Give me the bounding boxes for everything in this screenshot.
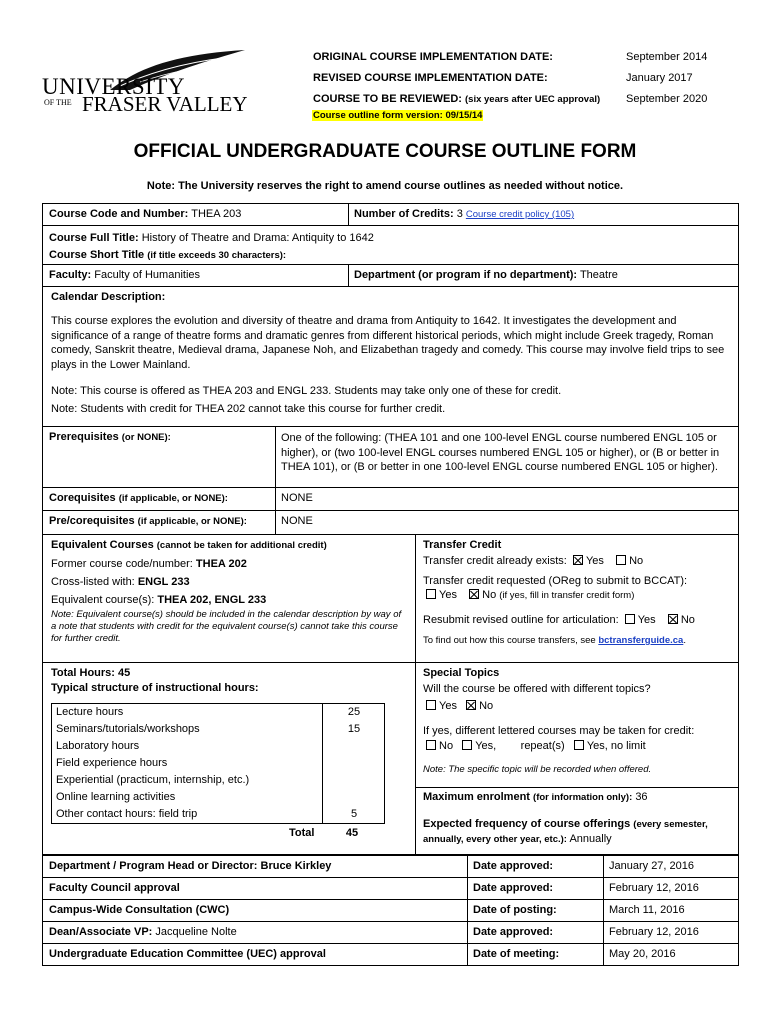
- resubmit-no-checkbox[interactable]: [668, 614, 678, 624]
- hours-table-row: [52, 772, 384, 789]
- disclaimer-note: Note: The University reserves the right to amend course outlines as needed without notice.: [146, 180, 624, 192]
- transfer-requested-label: Transfer credit requested (OReg to submit to BCCAT):: [423, 575, 688, 587]
- faculty-row: [42, 264, 739, 287]
- precoreq-note: (if applicable, or NONE):: [137, 516, 247, 527]
- approval-date-label: Date of meeting:: [473, 948, 560, 960]
- max-enrol-note: (for information only):: [533, 792, 633, 803]
- logo-of-the: OF THE: [44, 98, 72, 107]
- approval-row: [42, 943, 739, 966]
- approval-row: [42, 921, 739, 944]
- full-title-row: [42, 225, 739, 265]
- resubmit-yes-label: Yes: [637, 614, 656, 626]
- find-out-period: .: [683, 635, 686, 646]
- equiv-note: Note: Equivalent course(s) should be included in the calendar description by way of a note that students with credit for the equivalent course(s) cannot take this course for further credit.: [51, 609, 402, 644]
- transfer-exists-no-label: No: [629, 555, 644, 567]
- approval-date: May 20, 2016: [609, 948, 676, 960]
- transfer-exists-no-checkbox[interactable]: [616, 555, 626, 565]
- approval-date-label: Date approved:: [473, 882, 554, 894]
- lettered-yes-checkbox[interactable]: [462, 740, 472, 750]
- ufv-logo: [40, 46, 250, 126]
- hours-row-label: Seminars/tutorials/workshops: [56, 723, 200, 735]
- approval-name: Jacqueline Nolte: [155, 926, 237, 938]
- short-title-note: (if title exceeds 30 characters):: [147, 250, 287, 261]
- equiv-label: Equivalent Courses: [51, 539, 154, 551]
- approval-date-label: Date approved:: [473, 926, 554, 938]
- rev-impl-label: REVISED COURSE IMPLEMENTATION DATE:: [313, 72, 548, 84]
- hours-row-value: [322, 755, 385, 772]
- transfer-requested-yes-checkbox[interactable]: [426, 589, 436, 599]
- freq-value: Annually: [569, 833, 612, 845]
- transfer-requested-note: (if yes, fill in transfer credit form): [499, 590, 635, 601]
- coreq-label: Corequisites: [49, 492, 116, 504]
- precoreq-row: [42, 510, 739, 535]
- special-yes-label: Yes: [439, 700, 457, 712]
- logo-university: UNIVERSITY: [42, 74, 185, 99]
- resubmit-yes-checkbox[interactable]: [625, 614, 635, 624]
- hours-row-label: Online learning activities: [56, 791, 176, 803]
- approval-label: Undergraduate Education Committee (UEC) approval: [49, 948, 326, 960]
- freq-label: Expected frequency of course offerings: [423, 818, 631, 830]
- coreq-value: NONE: [281, 492, 313, 504]
- special-topics-question: Will the course be offered with different topics?: [423, 683, 651, 695]
- hours-table-row: [52, 738, 384, 755]
- equiv-label-note: (cannot be taken for additional credit): [156, 540, 327, 551]
- faculty-value: Faculty of Humanities: [94, 269, 201, 281]
- form-version: Course outline form version: 09/15/14: [313, 110, 483, 121]
- credits-value: 3: [456, 208, 463, 220]
- special-no-checkbox[interactable]: [466, 700, 476, 710]
- typical-structure-label: Typical structure of instructional hours:: [51, 682, 259, 694]
- hours-special-section: [42, 662, 739, 855]
- rev-impl-value: January 2017: [626, 72, 693, 84]
- lettered-text: If yes, different lettered courses may be taken for credit:: [423, 725, 695, 737]
- hours-table: [51, 703, 383, 842]
- approval-date-label: Date of posting:: [473, 904, 557, 916]
- orig-impl-value: September 2014: [626, 51, 708, 63]
- lettered-repeat-label: repeat(s): [520, 740, 565, 752]
- hours-table-row: [52, 704, 384, 721]
- total-hours-label: Total Hours:: [51, 667, 115, 679]
- equiv-courses-label: Equivalent course(s):: [51, 594, 155, 606]
- course-code-value: THEA 203: [191, 208, 242, 220]
- short-title-label: Course Short Title: [49, 249, 145, 261]
- hours-table-row: [52, 806, 384, 823]
- calendar-text: This course explores the evolution and diversity of theatre and drama from Antiquity to 1642. It investigates the development and significance of a range of theatre forms and dramatic genres from different historical periods, which might include Greek tragedy, Roman comedy, Sanskrit theatre, Medieval drama, Japanese Noh, and Elizabethan tragedy and comedy. This course may involve field trips to see plays in the Lower Mainland.: [51, 315, 725, 371]
- credits-label: Number of Credits:: [354, 208, 454, 220]
- transfer-label: Transfer Credit: [423, 539, 502, 551]
- hours-row-value: [322, 789, 385, 806]
- full-title-label: Course Full Title:: [49, 232, 139, 244]
- approval-date: February 12, 2016: [609, 882, 699, 894]
- hours-row-value: 15: [322, 721, 385, 738]
- hours-total-value: 45: [345, 827, 359, 839]
- dept-label: Department (or program if no department):: [354, 269, 578, 281]
- equiv-courses-value: THEA 202, ENGL 233: [157, 594, 267, 606]
- credit-policy-link[interactable]: Course credit policy (105): [465, 209, 575, 220]
- special-topics-label: Special Topics: [423, 667, 500, 679]
- hours-row-value: 5: [322, 806, 385, 823]
- review-label: COURSE TO BE REVIEWED:: [313, 93, 462, 105]
- approval-label: Faculty Council approval: [49, 882, 180, 894]
- review-value: September 2020: [626, 93, 708, 105]
- transfer-requested-yes-label: Yes: [439, 589, 457, 601]
- approval-label: Dean/Associate VP:: [49, 926, 153, 938]
- hours-table-row: [52, 755, 384, 772]
- approval-date-label: Date approved:: [473, 860, 554, 872]
- full-title-value: History of Theatre and Drama: Antiquity to 1642: [141, 232, 374, 244]
- course-code-row: [42, 203, 739, 226]
- resubmit-no-label: No: [680, 614, 695, 626]
- resubmit-label: Resubmit revised outline for articulation:: [423, 614, 619, 626]
- faculty-label: Faculty:: [49, 269, 92, 281]
- lettered-nolimit-checkbox[interactable]: [574, 740, 584, 750]
- hours-row-label: Field experience hours: [56, 757, 168, 769]
- bctransferguide-link[interactable]: bctransferguide.ca: [598, 635, 684, 646]
- lettered-yes-label: Yes,: [475, 740, 497, 752]
- course-code-label: Course Code and Number:: [49, 208, 189, 220]
- hours-row-label: Laboratory hours: [56, 740, 140, 752]
- transfer-requested-no-checkbox[interactable]: [469, 589, 479, 599]
- equiv-transfer-section: [42, 534, 739, 663]
- hours-row-label: Lecture hours: [56, 706, 124, 718]
- lettered-nolimit-label: Yes, no limit: [586, 740, 646, 752]
- find-out-text: To find out how this course transfers, see: [423, 635, 596, 646]
- approval-name: Bruce Kirkley: [260, 860, 332, 872]
- review-row: [313, 93, 600, 105]
- approval-row: [42, 855, 739, 878]
- lettered-no-checkbox[interactable]: [426, 740, 436, 750]
- hours-table-row: [52, 721, 384, 738]
- calendar-note-1: Note: This course is offered as THEA 203 and ENGL 233. Students may take only one of these for credit.: [51, 385, 562, 397]
- hours-row-value: 25: [322, 704, 385, 721]
- dept-value: Theatre: [579, 269, 618, 281]
- cross-label: Cross-listed with:: [51, 576, 135, 588]
- prereq-row: [42, 426, 739, 488]
- approval-label: Department / Program Head or Director:: [49, 860, 258, 872]
- former-value: THEA 202: [195, 558, 247, 570]
- approval-date: March 11, 2016: [609, 904, 685, 916]
- max-enrol-value: 36: [635, 791, 648, 803]
- transfer-exists-label: Transfer credit already exists:: [423, 555, 567, 567]
- calendar-note-2: Note: Students with credit for THEA 202 cannot take this course for further credit.: [51, 403, 446, 415]
- transfer-exists-yes-checkbox[interactable]: [573, 555, 583, 565]
- max-enrol-label: Maximum enrolment: [423, 791, 530, 803]
- coreq-row: [42, 487, 739, 511]
- approval-row: [42, 877, 739, 900]
- precoreq-value: NONE: [281, 515, 313, 527]
- hours-row-value: [322, 772, 385, 789]
- precoreq-label: Pre/corequisites: [49, 515, 135, 527]
- calendar-label: Calendar Description:: [51, 291, 166, 303]
- prereq-note: (or NONE):: [121, 432, 171, 443]
- special-yes-checkbox[interactable]: [426, 700, 436, 710]
- orig-impl-label: ORIGINAL COURSE IMPLEMENTATION DATE:: [313, 51, 553, 63]
- approval-date: January 27, 2016: [609, 860, 695, 872]
- cross-value: ENGL 233: [137, 576, 190, 588]
- review-note: (six years after UEC approval): [465, 94, 601, 105]
- special-topic-note: Note: The specific topic will be recorded when offered.: [423, 764, 652, 775]
- total-hours-value: 45: [118, 667, 131, 679]
- prereq-value: One of the following: (THEA 101 and one 100-level ENGL course numbered ENGL 105 or higher), or (two 100-level ENGL courses numbered ENGL 105 or higher), or (B or better in THEA 101), or (B or better in one 100-level ENGL course numbered ENGL 105 or higher).: [281, 432, 720, 473]
- hours-table-row: [52, 789, 384, 806]
- transfer-requested-no-label: No: [482, 589, 497, 601]
- hours-row-label: Experiential (practicum, internship, etc.): [56, 774, 250, 786]
- lettered-no-label: No: [439, 740, 454, 752]
- former-label: Former course code/number:: [51, 558, 193, 570]
- calendar-section: [42, 286, 739, 427]
- logo-fraser-valley: FRASER VALLEY: [82, 92, 248, 116]
- coreq-note: (if applicable, or NONE):: [118, 493, 228, 504]
- page-title: OFFICIAL UNDERGRADUATE COURSE OUTLINE FORM: [133, 141, 637, 162]
- prereq-label: Prerequisites: [49, 431, 119, 443]
- approval-date: February 12, 2016: [609, 926, 699, 938]
- freq-note: (every semester, annually, every other year, etc.):: [423, 819, 708, 845]
- transfer-exists-yes-label: Yes: [585, 555, 604, 567]
- hours-total-label: Total: [289, 827, 315, 839]
- special-no-label: No: [479, 700, 494, 712]
- hours-row-label: Other contact hours: field trip: [56, 808, 198, 820]
- approval-label: Campus-Wide Consultation (CWC): [49, 904, 230, 916]
- approval-row: [42, 899, 739, 922]
- hours-row-value: [322, 738, 385, 755]
